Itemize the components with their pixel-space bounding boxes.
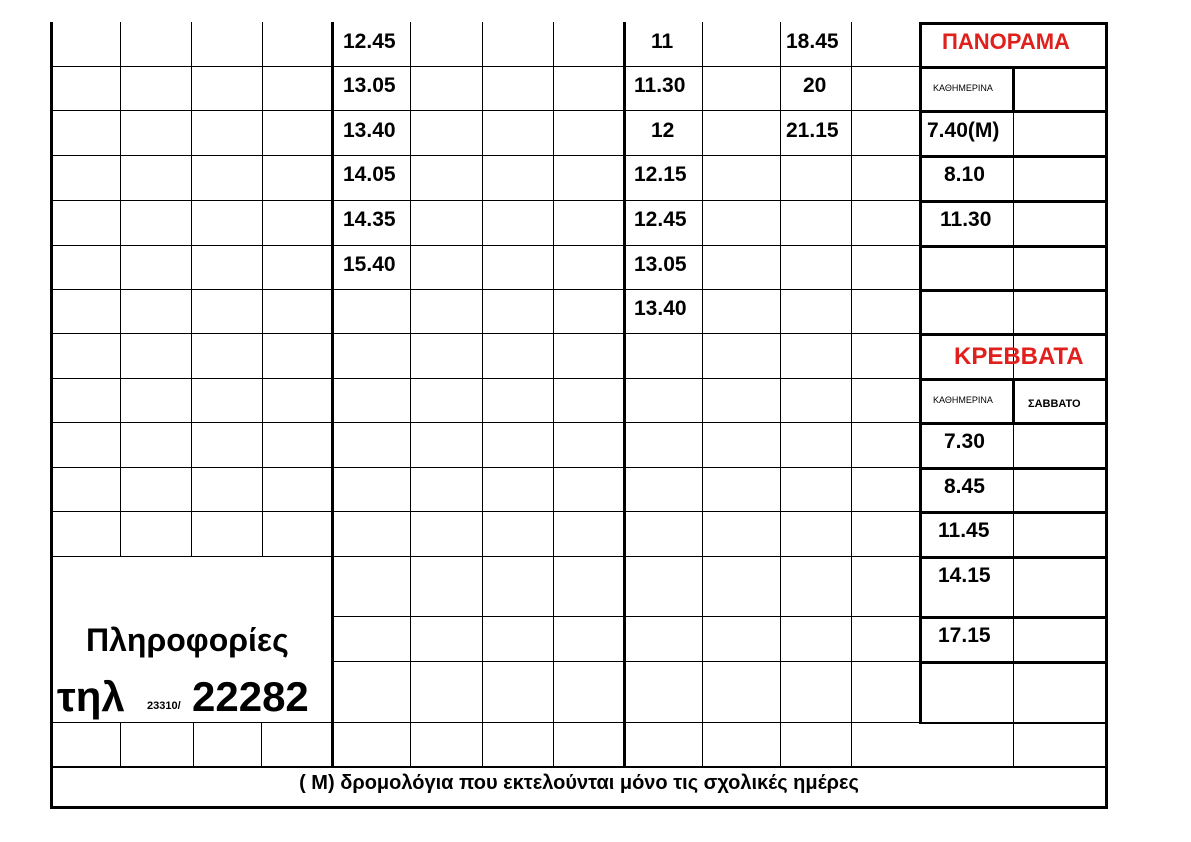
time-cell: 11.30 <box>634 74 686 97</box>
grid-line <box>920 616 1108 619</box>
grid-line <box>50 556 920 557</box>
grid-line <box>920 155 1108 158</box>
grid-line <box>553 22 554 767</box>
time-cell: 8.45 <box>944 475 985 498</box>
time-cell: 12 <box>651 119 675 142</box>
krevvata-title: ΚΡΕΒΒΑΤΑ <box>954 343 1084 370</box>
grid-line <box>50 200 920 201</box>
grid-line <box>331 22 334 767</box>
grid-line <box>920 556 1108 559</box>
time-cell: 18.45 <box>786 30 839 53</box>
grid-line <box>1012 378 1015 425</box>
grid-line <box>261 722 262 767</box>
time-cell: 8.10 <box>944 163 985 186</box>
grid-line <box>50 422 920 423</box>
weekdays-label: ΚΑΘΗΜΕΡΙΝΑ <box>933 83 993 93</box>
phone-prefix: τηλ <box>57 673 125 720</box>
phone-number: 22282 <box>192 673 309 720</box>
grid-line <box>50 378 920 379</box>
grid-line <box>920 467 1108 470</box>
time-cell: 15.40 <box>343 253 396 276</box>
time-cell: 12.45 <box>343 30 396 53</box>
grid-line <box>920 661 1108 664</box>
info-label: Πληροφορίες <box>86 622 289 658</box>
grid-line <box>702 22 703 767</box>
time-cell: 13.40 <box>343 119 396 142</box>
grid-line <box>332 616 920 617</box>
grid-line <box>50 511 920 512</box>
panorama-title: ΠΑΝΟΡΑΜΑ <box>942 29 1070 54</box>
time-cell: 13.40 <box>634 297 687 320</box>
weekdays-label: ΚΑΘΗΜΕΡΙΝΑ <box>933 395 993 405</box>
time-cell: 14.05 <box>343 163 396 186</box>
time-cell: 11.45 <box>938 519 990 542</box>
grid-line <box>920 200 1108 203</box>
time-cell: 12.45 <box>634 208 687 231</box>
grid-line <box>50 155 920 156</box>
time-cell: 11.30 <box>940 208 992 231</box>
saturday-label: ΣΑΒΒΑΤΟ <box>1028 398 1081 410</box>
grid-line <box>920 22 1108 25</box>
grid-line <box>50 66 920 67</box>
grid-line <box>120 722 121 767</box>
time-cell: 7.30 <box>944 430 985 453</box>
grid-line <box>780 22 781 767</box>
time-cell: 20 <box>803 74 827 97</box>
grid-line <box>920 333 1108 336</box>
grid-line <box>1012 66 1015 113</box>
grid-line <box>50 22 53 809</box>
grid-line <box>50 110 920 111</box>
time-cell: 17.15 <box>938 624 991 647</box>
grid-line <box>920 289 1108 292</box>
time-cell: 13.05 <box>343 74 396 97</box>
grid-line <box>193 722 194 767</box>
grid-line <box>50 766 1108 768</box>
grid-line <box>623 22 626 767</box>
time-cell: 14.15 <box>938 564 991 587</box>
area-code: 23310/ <box>147 700 181 712</box>
grid-line <box>50 289 920 290</box>
grid-line <box>50 245 920 246</box>
grid-line <box>920 245 1108 248</box>
grid-line <box>50 333 920 334</box>
time-cell: 12.15 <box>634 163 687 186</box>
grid-line <box>920 511 1108 514</box>
time-cell: 11 <box>651 30 674 53</box>
time-cell: 21.15 <box>786 119 839 142</box>
time-cell: 7.40(Μ) <box>927 119 1000 142</box>
grid-line <box>332 661 920 662</box>
grid-line <box>851 22 852 767</box>
grid-line <box>1105 22 1108 809</box>
time-cell: 14.35 <box>343 208 396 231</box>
time-cell: 13.05 <box>634 253 687 276</box>
grid-line <box>482 22 483 767</box>
grid-line <box>50 806 1108 809</box>
grid-line <box>410 22 411 767</box>
footnote: ( Μ) δρομολόγια που εκτελούνται μόνο τις σχολικές ημέρες <box>299 772 859 794</box>
grid-line <box>920 722 1108 724</box>
grid-line <box>50 467 920 468</box>
